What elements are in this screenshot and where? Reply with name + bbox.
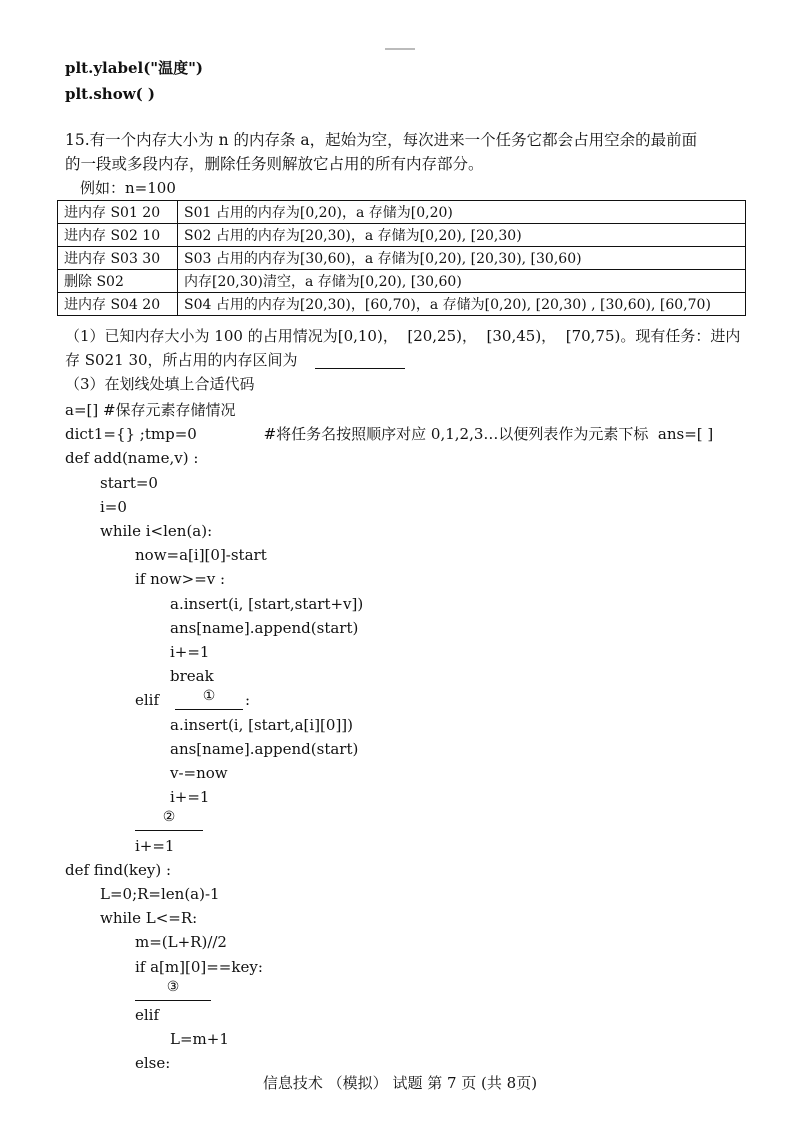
code-line: else: [135,1054,171,1072]
table-cell-op: 进内存 S01 20 [58,201,178,224]
code-line: elif [135,691,160,709]
example-table [57,200,746,316]
question-text-1: 15.有一个内存大小为 n 的内存条 a，起始为空，每次进来一个任务它都会占用空余的最前面 [65,131,698,149]
table-cell-desc: S01 占用的内存为[0,20)，a 存储为[0,20) [178,201,746,224]
code-line: start=0 [100,474,158,492]
code-line: L=m+1 [170,1030,229,1048]
sub-question-3: （3）在划线处填上合适代码 [65,375,255,393]
blank-suffix: : [245,691,251,709]
table-cell-desc: S02 占用的内存为[20,30)，a 存储为[0,20), [20,30) [178,224,746,247]
blank-number-b3: ③ [166,979,180,995]
example-label: 例如：n=100 [80,179,176,197]
code-line: i+=1 [170,643,210,661]
code-line: elif [135,1006,160,1024]
blank-number-b2: ② [162,809,176,825]
table-cell-desc: S03 占用的内存为[30,60)，a 存储为[0,20), [20,30), [30,60) [178,247,746,270]
answer-blank-b2 [135,830,203,831]
table-row [58,247,746,270]
answer-blank-b1 [175,709,243,710]
code-line: break [170,667,214,685]
code-ylabel: plt.ylabel("温度") [65,59,204,77]
code-line: ans[name].append(start) [170,619,359,637]
code-line: if a[m][0]==key: [135,958,263,976]
code-line: a=[] #保存元素存储情况 [65,401,236,419]
table-row [58,293,746,316]
table-row [58,270,746,293]
table-cell-desc: S04 占用的内存为[20,30)，[60,70)，a 存储为[0,20), [20,30) , [30,60), [60,70) [178,293,746,316]
code-line: def add(name,v) : [65,449,199,467]
table-cell-op: 进内存 S02 10 [58,224,178,247]
code-line: ans[name].append(start) [170,740,359,758]
table-cell-op: 进内存 S04 20 [58,293,178,316]
sub-question-1-line-2: 存 S021 30，所占用的内存区间为 [65,351,298,369]
table-row [58,224,746,247]
table-cell-op: 删除 S02 [58,270,178,293]
code-line: i+=1 [135,837,175,855]
table-cell-op: 进内存 S03 30 [58,247,178,270]
code-line: while L<=R: [100,909,198,927]
code-line: i=0 [100,498,127,516]
question-text-2: 的一段或多段内存，删除任务则解放它占用的所有内存部分。 [65,155,484,173]
code-line: a.insert(i, [start,start+v]) [170,595,364,613]
code-line: v-=now [170,764,228,782]
blank-number-b1: ① [202,688,216,704]
code-show: plt.show( ) [65,85,156,103]
table-row [58,201,746,224]
answer-blank-interval [315,368,405,369]
code-line: def find(key) : [65,861,172,879]
code-line: i+=1 [170,788,210,806]
sub-question-1-line-1: （1）已知内存大小为 100 的占用情况为[0,10)， [20,25)， [30,45)， [70,75)。现有任务：进内 [65,327,741,345]
page-footer: 信息技术 （模拟） 试题 第 7 页 (共 8页) [262,1074,538,1092]
answer-blank-b3 [135,1000,211,1001]
code-line: if now>=v : [135,570,226,588]
code-line: while i<len(a): [100,522,213,540]
code-line: a.insert(i, [start,a[i][0]]) [170,716,354,734]
table-cell-desc: 内存[20,30)清空，a 存储为[0,20), [30,60) [178,270,746,293]
code-line: L=0;R=len(a)-1 [100,885,220,903]
code-line: m=(L+R)//2 [135,933,227,951]
scan-mark [385,48,415,50]
code-line: now=a[i][0]-start [135,546,267,564]
code-line: dict1={} ;tmp=0 #将任务名按照顺序对应 0,1,2,3…以便列表作为元素下标 ans=[ ] [65,425,714,443]
